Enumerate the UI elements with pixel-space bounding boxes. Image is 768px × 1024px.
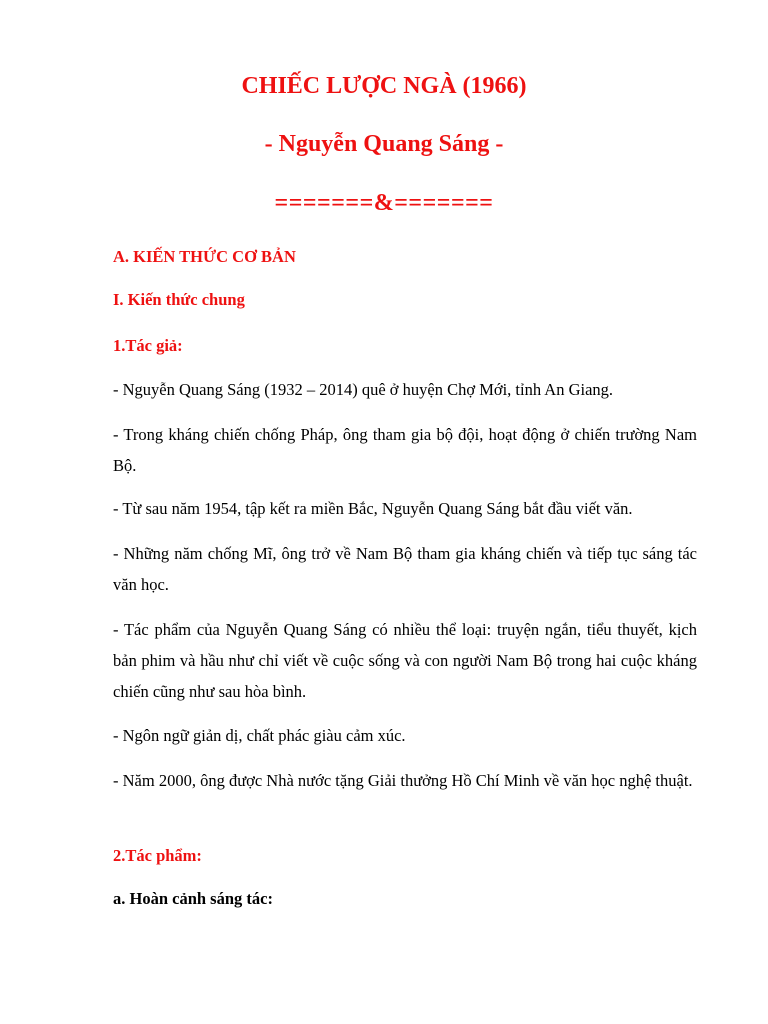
section-heading-i: I. Kiến thức chung: [113, 290, 245, 309]
decorative-divider: =======&=======: [274, 190, 494, 216]
document-author: - Nguyễn Quang Sáng -: [264, 131, 504, 157]
author-paragraph: - Tác phẩm của Nguyễn Quang Sáng có nhiều thể loại: truyện ngắn, tiểu thuyết, kịch bản phim và hầu như chỉ viết về cuộc sống và con người Nam Bộ trong hai cuộc kháng chiến cũng như sau hòa bình.: [113, 620, 697, 701]
section-heading-author: 1.Tác giả:: [113, 336, 183, 355]
section-heading-context: a. Hoàn cảnh sáng tác:: [113, 889, 273, 908]
author-paragraph: - Trong kháng chiến chống Pháp, ông tham gia bộ đội, hoạt động ở chiến trường Nam Bộ.: [113, 425, 697, 475]
author-paragraph: - Những năm chống Mĩ, ông trở về Nam Bộ tham gia kháng chiến và tiếp tục sáng tác văn học.: [113, 544, 697, 594]
author-paragraph: - Nguyễn Quang Sáng (1932 – 2014) quê ở huyện Chợ Mới, tỉnh An Giang.: [113, 380, 614, 399]
section-heading-work: 2.Tác phẩm:: [113, 846, 202, 865]
author-paragraph: - Từ sau năm 1954, tập kết ra miền Bắc, Nguyễn Quang Sáng bắt đầu viết văn.: [113, 499, 633, 518]
author-paragraph: - Ngôn ngữ giản dị, chất phác giàu cảm xúc.: [113, 726, 406, 745]
section-heading-a: A. KIẾN THỨC CƠ BẢN: [113, 247, 296, 266]
author-paragraph: - Năm 2000, ông được Nhà nước tặng Giải thưởng Hồ Chí Minh về văn học nghệ thuật.: [113, 771, 693, 790]
document-title: CHIẾC LƯỢC NGÀ (1966): [241, 73, 527, 99]
